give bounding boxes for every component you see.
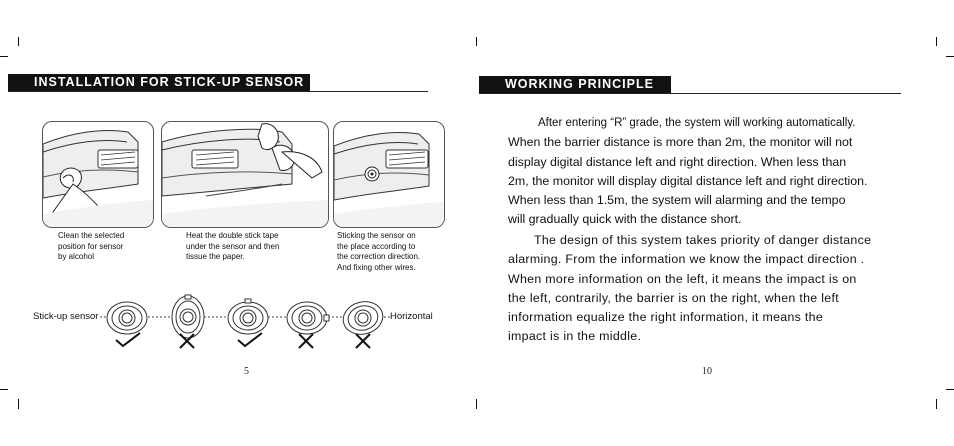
sensor-icon: [284, 298, 330, 338]
caption-line: under the sensor and then: [186, 241, 280, 251]
stick-up-sensor-label: Stick-up sensor: [33, 311, 99, 322]
cross-icon: [179, 333, 195, 349]
car-bumper-clean-illustration: [43, 122, 153, 227]
page-number: 5: [244, 366, 249, 377]
right-page: [477, 0, 954, 446]
text-line: 2m, the monitor will display digital distance left and right direction.: [508, 173, 868, 188]
check-icon: [114, 332, 142, 348]
text-line: alarming. From the information we know the impact direction .: [508, 252, 865, 267]
car-bumper-tape-illustration: [162, 122, 328, 227]
caption-line: Heat the double stick tape: [186, 231, 279, 240]
sensor-icon: [340, 298, 386, 338]
caption-line: the place according to: [337, 241, 416, 251]
step-2-caption: [186, 231, 279, 263]
page-number: 10: [702, 366, 712, 377]
text-line: The design of this system takes priority of danger distance: [534, 233, 872, 247]
step-3-caption: [337, 231, 420, 273]
step-2-illustration: [161, 121, 329, 228]
text-line: the left, contrarily, the barrier is on the right, when the left: [508, 290, 839, 305]
text-line: display digital distance left and right direction. When less than: [508, 154, 847, 169]
body-text-paragraph-2: [508, 231, 948, 347]
header-rule: [479, 93, 901, 94]
section-header: WORKING PRINCIPLE: [479, 76, 671, 93]
horizontal-label: Horizontal: [390, 311, 433, 322]
header-rule: [8, 91, 428, 92]
caption-line: And fixing other wires.: [337, 262, 416, 272]
text-line: will gradually quick with the distance short.: [508, 212, 742, 227]
text-line: When more information on the left, it means the impact is on: [508, 271, 857, 286]
caption-line: position for sensor: [58, 241, 124, 251]
step-3-illustration: [333, 121, 445, 228]
step-1-caption: [58, 231, 124, 263]
check-icon: [236, 332, 264, 348]
cross-icon: [355, 333, 371, 349]
section-header: INSTALLATION FOR STICK-UP SENSOR: [8, 74, 310, 91]
caption-line: Clean the selected: [58, 231, 125, 240]
text-line: After entering “R” grade, the system will working automatically.: [538, 117, 856, 129]
cross-icon: [298, 333, 314, 349]
text-line: When less than 1.5m, the system will alarming and the tempo: [508, 193, 846, 208]
caption-line: the correction direction.: [337, 252, 421, 261]
caption-line: by alcohol: [58, 252, 95, 261]
car-bumper-sensor-illustration: [334, 122, 444, 227]
step-1-illustration: [42, 121, 154, 228]
body-text-paragraph-1: [508, 114, 948, 230]
text-line: information equalize the right information, it means the: [508, 310, 824, 325]
text-line: impact is in the middle.: [508, 329, 642, 344]
caption-line: tissue the paper.: [186, 252, 245, 261]
text-line: When the barrier distance is more than 2m, the monitor will not: [508, 135, 853, 150]
caption-line: Sticking the sensor on: [337, 231, 416, 240]
